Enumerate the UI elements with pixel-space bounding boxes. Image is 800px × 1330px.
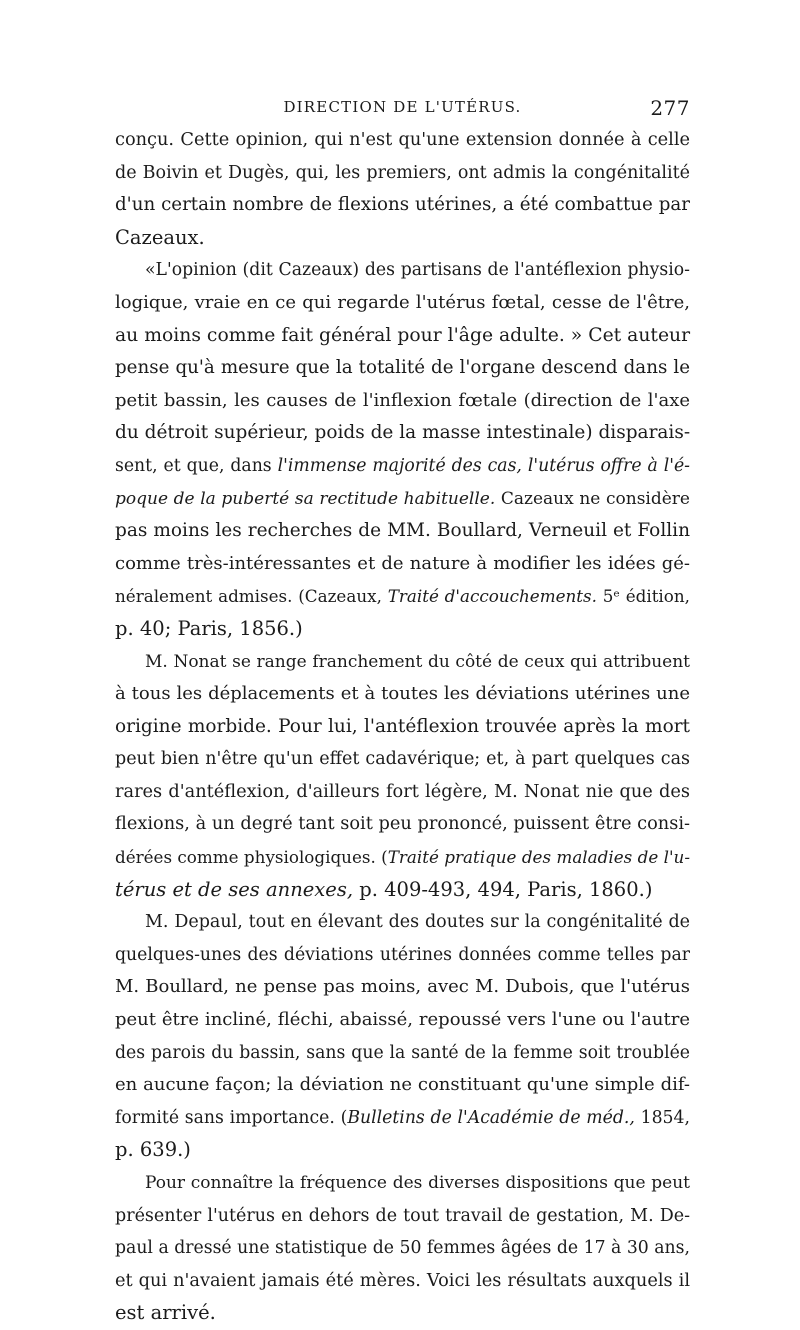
text-segment: M. Depaul, tout en élevant des doutes sur la congénitalité de (145, 912, 690, 933)
text-line (115, 515, 690, 548)
text-line (115, 1069, 690, 1102)
text-segment: formité sans importance. ( (115, 1107, 348, 1128)
text-line (115, 841, 690, 874)
italic-text-segment: térus et de ses annexes, (115, 877, 354, 901)
text-line (115, 1134, 690, 1167)
text-line (115, 874, 690, 907)
text-segment: Cazeaux. (115, 225, 205, 249)
italic-text-segment: poque de la puberté sa rectitude habituelle. (115, 488, 496, 509)
text-line (115, 1037, 690, 1070)
text-line (115, 646, 690, 679)
text-segment: M. Boullard, ne pense pas moins, avec M. Dubois, que l'utérus (115, 976, 690, 998)
text-line (115, 580, 690, 613)
text-line (115, 385, 690, 418)
text-line (115, 971, 690, 1004)
text-line (115, 287, 690, 320)
text-segment: «L'opinion (dit Cazeaux) des partisans de l'antéflexion physio- (145, 260, 690, 281)
text-segment: du détroit supérieur, poids de la masse intestinale) disparais- (115, 422, 691, 444)
text-segment: Cazeaux ne considère (495, 488, 690, 509)
text-line (115, 483, 690, 516)
text-line (115, 1102, 690, 1135)
text-line (115, 1167, 690, 1200)
text-segment: p. 409-493, 494, Paris, 1860.) (353, 877, 653, 901)
text-line (115, 939, 690, 972)
text-line (115, 613, 690, 646)
text-line (115, 1200, 690, 1233)
text-segment: petit bassin, les causes de l'inflexion fœtale (direction de l'axe (115, 389, 690, 411)
text-segment: paul a dressé une statistique de 50 femmes âgées de 17 à 30 ans, (115, 1238, 690, 1259)
text-segment: comme très-intéressantes et de nature à modifier les idées gé- (115, 552, 690, 574)
text-segment: quelques-unes des déviations utérines données comme telles par (115, 944, 690, 965)
text-line (115, 254, 690, 287)
text-segment: d'un certain nombre de flexions utérines, a été combattue par (115, 194, 690, 216)
text-line (115, 1004, 690, 1037)
text-segment: 1854, (634, 1107, 690, 1128)
text-segment: peut être incliné, fléchi, abaissé, repoussé vers l'une ou l'autre (115, 1009, 690, 1031)
text-line (115, 450, 690, 483)
text-segment: des parois du bassin, sans que la santé de la femme soit troublée (115, 1042, 690, 1063)
page-number: 277 (650, 96, 690, 120)
text-line (115, 678, 690, 711)
text-segment: M. Nonat se range franchement du côté de ceux qui attribuent (145, 651, 690, 672)
text-segment: p. 639.) (115, 1138, 191, 1162)
text-line (115, 320, 690, 353)
text-line (115, 417, 690, 450)
text-segment: rares d'antéflexion, d'ailleurs fort légère, M. Nonat nie que des (115, 781, 690, 802)
running-head (115, 96, 690, 126)
italic-text-segment: Bulletins de l'Académie de méd., (347, 1107, 635, 1128)
text-segment: néralement admises. (Cazeaux, (115, 586, 388, 607)
text-segment: Pour connaître la fréquence des diverses dispositions que peut (145, 1173, 690, 1193)
text-line (115, 548, 690, 581)
text-line (115, 743, 690, 776)
text-line (115, 189, 690, 222)
italic-text-segment: Traité pratique des maladies de l'u- (387, 847, 691, 868)
text-segment: à tous les déplacements et à toutes les déviations utérines une (115, 683, 690, 705)
running-title: DIRECTION DE L'UTÉRUS. (283, 98, 522, 116)
text-segment: peut bien n'être qu'un effet cadavérique; et, à part quelques cas (115, 749, 690, 770)
text-line (115, 157, 690, 190)
text-line (115, 352, 690, 385)
text-segment: dérées comme physiologiques. ( (115, 847, 388, 868)
text-segment: au moins comme fait général pour l'âge adulte. » Cet auteur (115, 324, 691, 346)
text-line (115, 1232, 690, 1265)
text-segment: conçu. Cette opinion, qui n'est qu'une extension donnée à celle (115, 130, 690, 150)
text-segment: présenter l'utérus en dehors de tout travail de gestation, M. De- (115, 1205, 690, 1226)
text-line (115, 906, 690, 939)
italic-text-segment: Traité d'accouchements. (387, 586, 597, 607)
text-segment: p. 40; Paris, 1856.) (115, 616, 303, 640)
body-text (115, 124, 690, 1330)
text-segment: de Boivin et Dugès, qui, les premiers, ont admis la congénitalité (115, 162, 690, 183)
text-segment: sent, et que, dans (115, 455, 278, 476)
text-line (115, 1297, 690, 1330)
text-line (115, 222, 690, 255)
text-segment: et qui n'avaient jamais été mères. Voici les résultats auxquels il (115, 1270, 690, 1291)
text-segment: pas moins les recherches de MM. Boullard, Verneuil et Follin (115, 520, 690, 542)
text-segment: flexions, à un degré tant soit peu prononcé, puissent être consi- (115, 814, 690, 835)
text-line (115, 776, 690, 809)
text-line (115, 808, 690, 841)
text-segment: logique, vraie en ce qui regarde l'utérus fœtal, cesse de l'être, (115, 291, 690, 313)
text-line (115, 124, 690, 157)
italic-text-segment: l'immense majorité des cas, l'utérus offre à l'é- (277, 455, 691, 476)
text-line (115, 711, 690, 744)
text-line (115, 1265, 690, 1298)
text-segment: pense qu'à mesure que la totalité de l'organe descend dans le (115, 357, 690, 379)
text-segment: 5ᵉ édition, (596, 586, 690, 607)
text-segment: origine morbide. Pour lui, l'antéflexion trouvée après la mort (115, 715, 690, 737)
text-segment: est arrivé. (115, 1301, 216, 1325)
text-segment: en aucune façon; la déviation ne constituant qu'une simple dif- (115, 1074, 690, 1096)
